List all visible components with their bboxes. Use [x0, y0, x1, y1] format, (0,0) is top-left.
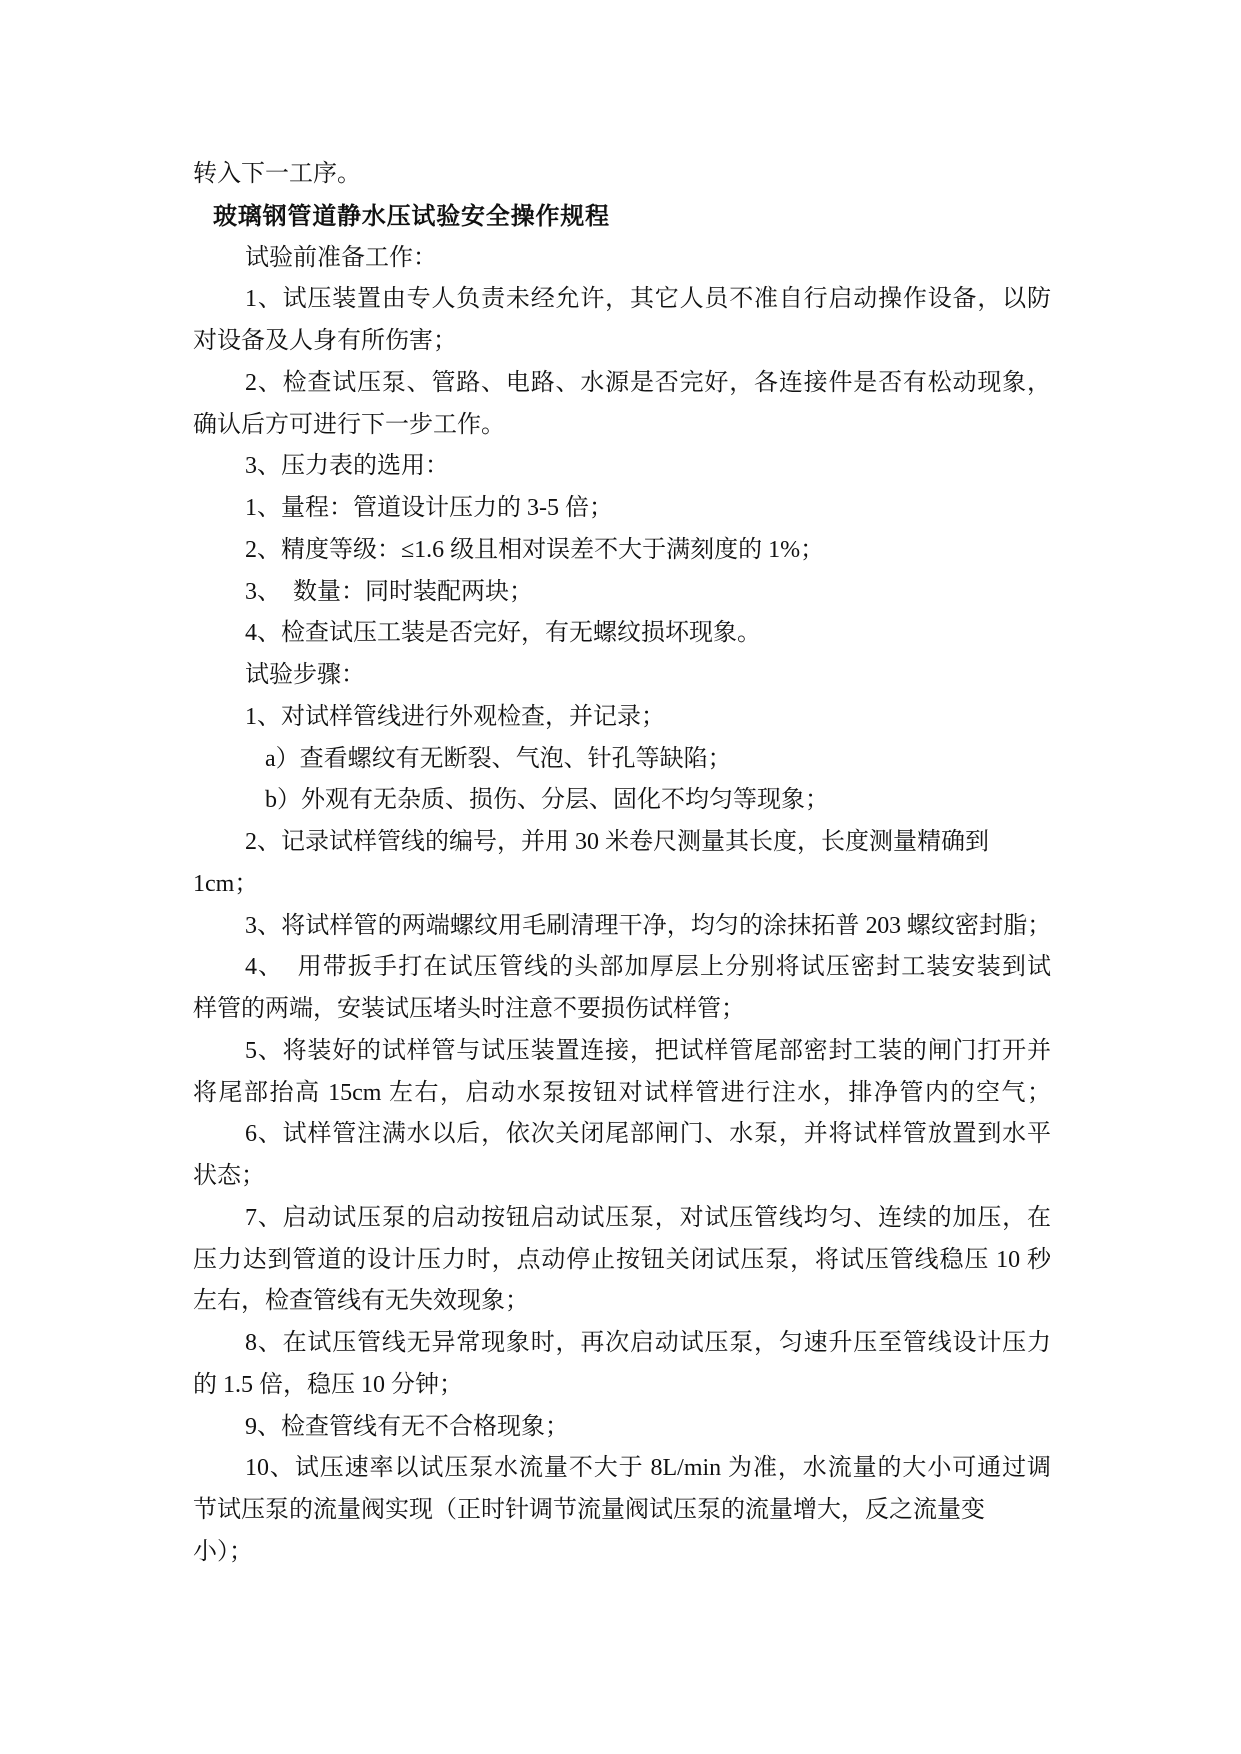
step-line: 压力达到管道的设计压力时，点动停止按钮关闭试压泵，将试压管线稳压 10 秒 [193, 1246, 1051, 1273]
section-heading-procedure: 试验步骤： [245, 662, 365, 688]
subheading-pressure-gauge: 3、压力表的选用： [245, 453, 449, 480]
document-body [193, 154, 1051, 1574]
paragraph-line: 4、检查试压工装是否完好，有无螺纹损坏现象。 [245, 620, 761, 647]
step-line: 4、 用带扳手打在试压管线的头部加厚层上分别将试压密封工装安装到试 [245, 954, 1051, 981]
paragraph-line: 2、检查试压泵、管路、电路、水源是否完好，各连接件是否有松动现象， [245, 369, 1051, 396]
step-line: 3、将试样管的两端螺纹用毛刷清理干净，均匀的涂抹拓普 203 螺纹密封脂； [245, 912, 1051, 939]
step-line: 5、将装好的试样管与试压装置连接，把试样管尾部密封工装的闸门打开并 [245, 1037, 1051, 1064]
step-line: 1cm； [193, 870, 259, 897]
document-title: 玻璃钢管道静水压试验安全操作规程 [213, 202, 610, 230]
list-item-line: 1、量程：管道设计压力的 3-5 倍； [245, 495, 613, 521]
step-line: 9、检查管线有无不合格现象； [245, 1413, 569, 1440]
step-line: 将尾部抬高 15cm 左右，启动水泵按钮对试样管进行注水，排净管内的空气； [193, 1079, 1051, 1106]
paragraph-line: 确认后方可进行下一步工作。 [193, 411, 505, 438]
paragraph-line: 对设备及人身有所伤害； [193, 328, 457, 354]
continuation-line: 转入下一工序。 [193, 161, 361, 187]
step-line: 1、对试样管线进行外观检查，并记录； [245, 703, 665, 730]
step-line: 8、在试压管线无异常现象时，再次启动试压泵，匀速升压至管线设计压力 [245, 1330, 1051, 1356]
list-item-line: 3、 数量：同时装配两块； [245, 578, 533, 605]
step-line: 的 1.5 倍，稳压 10 分钟； [193, 1371, 463, 1398]
step-line: 10、试压速率以试压泵水流量不大于 8L/min 为准，水流量的大小可通过调 [245, 1455, 1051, 1482]
step-line: 节试压泵的流量阀实现（正时针调节流量阀试压泵的流量增大，反之流量变 [193, 1497, 985, 1523]
step-line: 样管的两端，安装试压堵头时注意不要损伤试样管； [193, 996, 745, 1022]
step-line: 7、启动试压泵的启动按钮启动试压泵，对试压管线均匀、连续的加压，在 [245, 1204, 1051, 1231]
sub-item-line: b）外观有无杂质、损伤、分层、固化不均匀等现象； [265, 787, 829, 814]
step-line: 状态； [193, 1163, 265, 1189]
paragraph-line: 1、试压装置由专人负责未经允许，其它人员不准自行启动操作设备，以防 [245, 286, 1051, 313]
section-heading-preparation: 试验前准备工作： [245, 244, 437, 271]
sub-item-line: a）查看螺纹有无断裂、气泡、针孔等缺陷； [265, 745, 732, 772]
step-line: 小）； [193, 1538, 253, 1565]
step-line: 左右，检查管线有无失效现象； [193, 1288, 529, 1315]
step-line: 6、试样管注满水以后，依次关闭尾部闸门、水泵，并将试样管放置到水平 [245, 1121, 1051, 1148]
list-item-line: 2、精度等级：≤1.6 级且相对误差不大于满刻度的 1%； [245, 536, 825, 563]
step-line: 2、记录试样管线的编号，并用 30 米卷尺测量其长度，长度测量精确到 [245, 829, 989, 855]
